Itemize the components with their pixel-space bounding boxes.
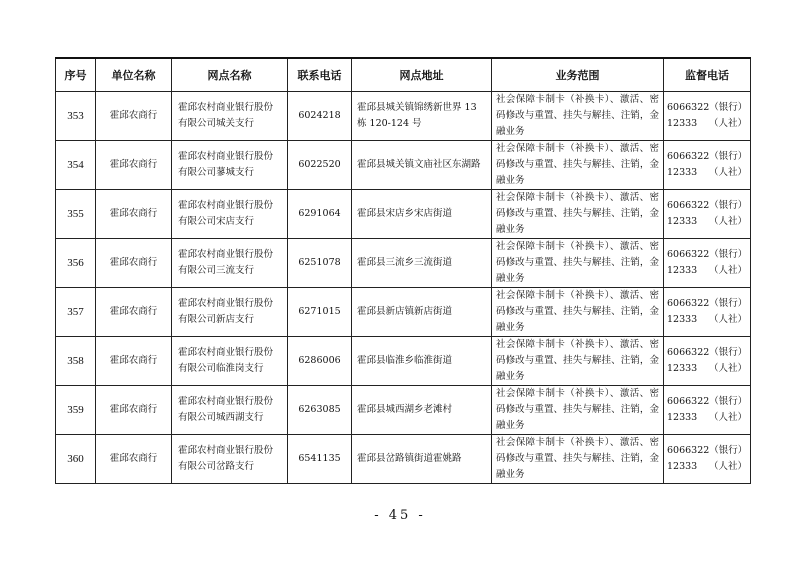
supervision-bank-phone: 6066322（银行） — [667, 396, 748, 407]
row-supervision-cell — [664, 141, 751, 190]
supervision-hr-line — [667, 410, 747, 426]
supervision-hr-label: （人社） — [708, 167, 747, 178]
row-branch-cell: 霍邱农村商业银行股份有限公司城西湖支行 — [172, 386, 288, 435]
header-supervision-phone: 监督电话 — [664, 58, 751, 92]
row-index-cell: 354 — [56, 141, 96, 190]
supervision-bank-phone: 6066322（银行） — [667, 298, 748, 309]
table-row — [56, 92, 751, 141]
header-branch: 网点名称 — [172, 58, 288, 92]
row-address-cell: 霍邱县岔路镇街道霍姚路 — [352, 435, 492, 484]
row-phone-cell: 6024218 — [288, 92, 352, 141]
supervision-hr-label: （人社） — [708, 412, 747, 423]
row-scope-cell: 社会保障卡制卡（补换卡）、激活、密码修改与重置、挂失与解挂、注销，金融业务 — [492, 337, 664, 386]
table-row — [56, 337, 751, 386]
row-supervision-cell — [664, 288, 751, 337]
supervision-hr-label: （人社） — [708, 314, 747, 325]
row-supervision-cell — [664, 337, 751, 386]
row-branch-cell: 霍邱农村商业银行股份有限公司蓼城支行 — [172, 141, 288, 190]
row-scope-cell: 社会保障卡制卡（补换卡）、激活、密码修改与重置、挂失与解挂、注销，金融业务 — [492, 435, 664, 484]
row-address-cell: 霍邱县三流乡三流街道 — [352, 239, 492, 288]
header-phone: 联系电话 — [288, 58, 352, 92]
row-branch-cell: 霍邱农村商业银行股份有限公司城关支行 — [172, 92, 288, 141]
supervision-hr-line — [667, 361, 747, 377]
row-scope-cell: 社会保障卡制卡（补换卡）、激活、密码修改与重置、挂失与解挂、注销，金融业务 — [492, 141, 664, 190]
table-row — [56, 190, 751, 239]
supervision-hr-line — [667, 214, 747, 230]
row-unit-cell: 霍邱农商行 — [96, 92, 172, 141]
branch-table-container — [55, 57, 750, 484]
row-scope-cell: 社会保障卡制卡（补换卡）、激活、密码修改与重置、挂失与解挂、注销，金融业务 — [492, 92, 664, 141]
header-index: 序号 — [56, 58, 96, 92]
row-scope-cell: 社会保障卡制卡（补换卡）、激活、密码修改与重置、挂失与解挂、注销，金融业务 — [492, 288, 664, 337]
header-scope: 业务范围 — [492, 58, 664, 92]
row-phone-cell: 6022520 — [288, 141, 352, 190]
row-phone-cell: 6263085 — [288, 386, 352, 435]
row-branch-cell: 霍邱农村商业银行股份有限公司临淮岗支行 — [172, 337, 288, 386]
row-branch-cell: 霍邱农村商业银行股份有限公司三流支行 — [172, 239, 288, 288]
row-address-cell: 霍邱县城关镇文庙社区东湖路 — [352, 141, 492, 190]
table-header — [56, 58, 751, 92]
header-address: 网点地址 — [352, 58, 492, 92]
row-index-cell: 355 — [56, 190, 96, 239]
row-phone-cell: 6286006 — [288, 337, 352, 386]
row-scope-cell: 社会保障卡制卡（补换卡）、激活、密码修改与重置、挂失与解挂、注销，金融业务 — [492, 239, 664, 288]
table-row — [56, 435, 751, 484]
row-phone-cell: 6541135 — [288, 435, 352, 484]
row-scope-cell: 社会保障卡制卡（补换卡）、激活、密码修改与重置、挂失与解挂、注销，金融业务 — [492, 190, 664, 239]
supervision-bank-phone: 6066322（银行） — [667, 102, 748, 113]
table-row — [56, 386, 751, 435]
row-supervision-cell — [664, 239, 751, 288]
supervision-hr-line — [667, 165, 747, 181]
supervision-bank-phone: 6066322（银行） — [667, 249, 748, 260]
supervision-hr-number: 12333 — [667, 412, 698, 423]
branch-table — [55, 57, 751, 484]
row-address-cell: 霍邱县城西湖乡老滩村 — [352, 386, 492, 435]
supervision-hr-number: 12333 — [667, 363, 698, 374]
table-row — [56, 141, 751, 190]
supervision-hr-line — [667, 459, 747, 475]
row-address-cell: 霍邱县宋店乡宋店街道 — [352, 190, 492, 239]
page-number: - 45 - — [374, 508, 426, 523]
supervision-hr-number: 12333 — [667, 461, 698, 472]
row-branch-cell: 霍邱农村商业银行股份有限公司岔路支行 — [172, 435, 288, 484]
row-index-cell: 360 — [56, 435, 96, 484]
supervision-bank-phone: 6066322（银行） — [667, 200, 748, 211]
row-phone-cell: 6291064 — [288, 190, 352, 239]
supervision-hr-line — [667, 312, 747, 328]
row-index-cell: 357 — [56, 288, 96, 337]
supervision-hr-number: 12333 — [667, 216, 698, 227]
row-index-cell: 358 — [56, 337, 96, 386]
supervision-bank-phone: 6066322（银行） — [667, 347, 748, 358]
row-unit-cell: 霍邱农商行 — [96, 239, 172, 288]
row-address-cell: 霍邱县城关镇锦绣新世界 13 栋 120-124 号 — [352, 92, 492, 141]
supervision-bank-phone: 6066322（银行） — [667, 151, 748, 162]
row-index-cell: 353 — [56, 92, 96, 141]
row-index-cell: 359 — [56, 386, 96, 435]
row-branch-cell: 霍邱农村商业银行股份有限公司宋店支行 — [172, 190, 288, 239]
row-unit-cell: 霍邱农商行 — [96, 288, 172, 337]
row-unit-cell: 霍邱农商行 — [96, 190, 172, 239]
row-supervision-cell — [664, 92, 751, 141]
supervision-hr-label: （人社） — [708, 363, 747, 374]
row-address-cell: 霍邱县临淮乡临淮街道 — [352, 337, 492, 386]
row-phone-cell: 6251078 — [288, 239, 352, 288]
row-branch-cell: 霍邱农村商业银行股份有限公司新店支行 — [172, 288, 288, 337]
supervision-hr-number: 12333 — [667, 167, 698, 178]
row-supervision-cell — [664, 190, 751, 239]
row-address-cell: 霍邱县新店镇新店街道 — [352, 288, 492, 337]
supervision-hr-line — [667, 263, 747, 279]
row-supervision-cell — [664, 435, 751, 484]
row-unit-cell: 霍邱农商行 — [96, 141, 172, 190]
row-unit-cell: 霍邱农商行 — [96, 435, 172, 484]
supervision-bank-phone: 6066322（银行） — [667, 445, 748, 456]
supervision-hr-number: 12333 — [667, 118, 698, 129]
supervision-hr-label: （人社） — [708, 265, 747, 276]
table-row — [56, 239, 751, 288]
row-unit-cell: 霍邱农商行 — [96, 386, 172, 435]
table-body — [56, 92, 751, 484]
row-index-cell: 356 — [56, 239, 96, 288]
header-row — [56, 58, 751, 92]
supervision-hr-label: （人社） — [708, 216, 747, 227]
row-supervision-cell — [664, 386, 751, 435]
supervision-hr-label: （人社） — [708, 118, 747, 129]
supervision-hr-label: （人社） — [708, 461, 747, 472]
table-row — [56, 288, 751, 337]
supervision-hr-number: 12333 — [667, 314, 698, 325]
row-scope-cell: 社会保障卡制卡（补换卡）、激活、密码修改与重置、挂失与解挂、注销，金融业务 — [492, 386, 664, 435]
supervision-hr-line — [667, 116, 747, 132]
supervision-hr-number: 12333 — [667, 265, 698, 276]
row-unit-cell: 霍邱农商行 — [96, 337, 172, 386]
row-phone-cell: 6271015 — [288, 288, 352, 337]
header-unit: 单位名称 — [96, 58, 172, 92]
